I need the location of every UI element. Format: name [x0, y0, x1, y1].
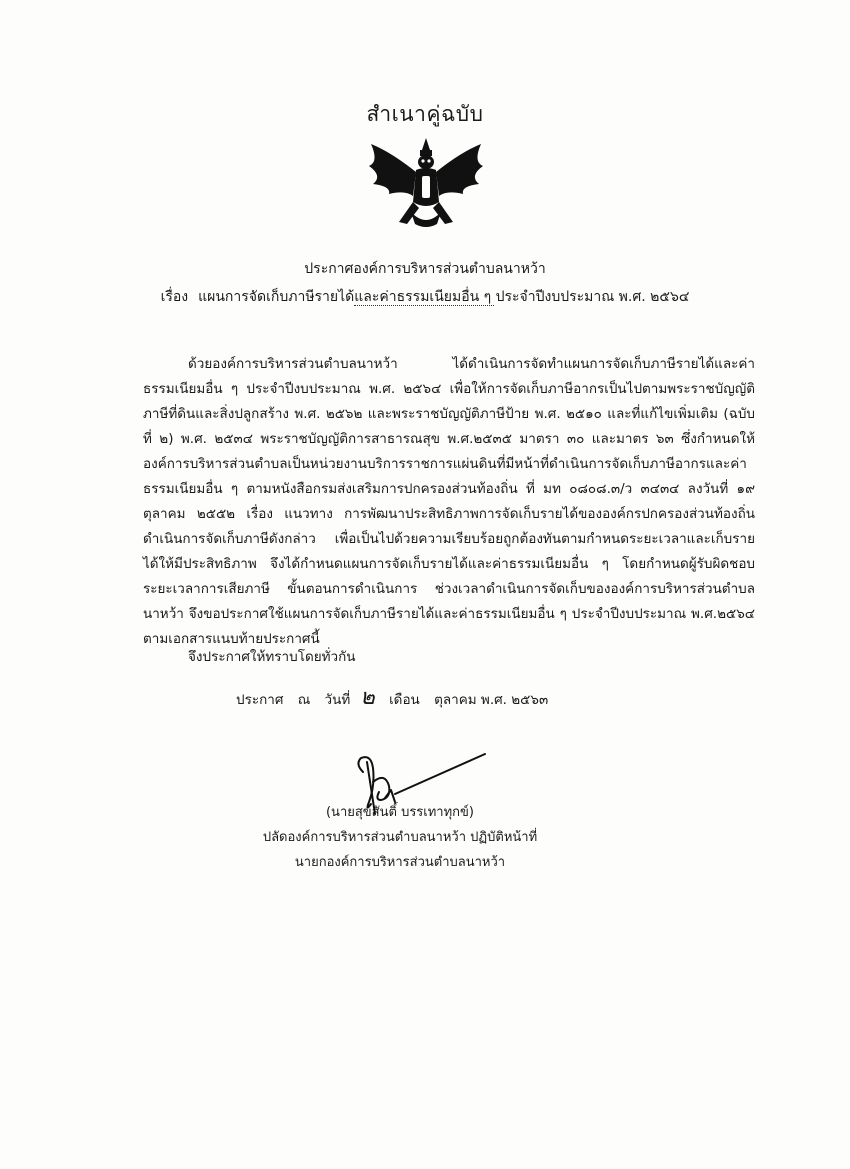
signatory-acting-as: นายกองค์การบริหารส่วนตำบลนาหว้า [294, 855, 506, 870]
date-day-label: วันที่ [324, 692, 351, 708]
date-month-label: เดือน [389, 692, 420, 708]
date-prefix: ประกาศ [236, 692, 284, 708]
announcement-subject: แผนการจัดเก็บภาษีรายได้และค่าธรรมเนียมอื่น ๆ ประจำปีงบประมาณ พ.ศ. ๒๕๖๔ [198, 289, 690, 305]
date-line [236, 685, 558, 713]
garuda-emblem-icon [361, 132, 491, 232]
date-month-year: ตุลาคม พ.ศ. ๒๕๖๓ [434, 692, 549, 708]
closing-statement: จึงประกาศให้ทราบโดยทั่วกัน [188, 649, 356, 665]
date-at: ณ [297, 692, 311, 708]
signatory-name: (นายสุขสันติ์ บรรเทาทุกข์) [325, 805, 475, 820]
announcement-heading [0, 255, 850, 311]
announcement-subject-line [0, 283, 850, 311]
body-paragraph: ด้วยองค์การบริหารส่วนตำบลนาหว้า ได้ดำเนินการจัดทำแผนการจัดเก็บภาษีรายได้และค่าธรรมเนียมอื่น ๆ ประจำปีงบประมาณ พ.ศ. ๒๕๖๔ เพื่อให้การจัดเก็บภาษีอากรเป็นไปตามพระราชบัญญัติภาษีที่ดินและสิ่งปลูกสร้าง พ.ศ. ๒๕๖๒ และพระราชบัญญัติภาษีป้าย พ.ศ. ๒๕๑๐ และที่แก้ไขเพิ่มเติม (ฉบับที่ ๒) พ.ศ. ๒๕๓๔ พระราชบัญญัติการสาธารณสุข พ.ศ.๒๕๓๕ มาตรา ๓๐ และมาตร ๖๓ ซึ่งกำหนดให้องค์การบริหารส่วนตำบลเป็นหน่วยงานบริการราชการแผ่นดินที่มีหน้าที่ดำเนินการจัดเก็บภาษีอากรและค่าธรรมเนียมอื่น ๆ ตามหนังสือกรมส่งเสริมการปกครองส่วนท้องถิ่น ที่ มท ๐๘๐๘.๓/ว ๓๔๓๔ ลงวันที่ ๑๙ ตุลาคม ๒๕๕๒ เรื่อง แนวทาง การพัฒนาประสิทธิภาพการจัดเก็บรายได้ขององค์กรปกครองส่วนท้องถิ่น ดำเนินการจัดเก็บภาษีดังกล่าว เพื่อเป็นไปด้วยความเรียบร้อยถูกต้องทันตามกำหนดระยะเวลาและเก็บรายได้ให้มีประสิทธิภาพ จึงได้กำหนดแผนการจัดเก็บรายได้และค่าธรรมเนียมอื่น ๆ โดยกำหนดผู้รับผิดชอบ ระยะเวลาการเสียภาษี ขั้นตอนการดำเนินการ ช่วงเวลาดำเนินการจัดเก็บขององค์การบริหารส่วนตำบลนาหว้า จึงขอประกาศใช้แผนการจัดเก็บภาษีรายได้และค่าธรรมเนียมอื่น ๆ ประจำปีงบประมาณ พ.ศ.๒๕๖๔ ตามเอกสารแนบท้ายประกาศนี้ [143, 356, 755, 647]
date-day: ๒ [360, 685, 375, 710]
signatory-position: ปลัดองค์การบริหารส่วนตำบลนาหว้า ปฏิบัติหน้าที่ [262, 830, 538, 845]
dotted-separator [354, 305, 494, 306]
subject-label: เรื่อง [160, 289, 189, 305]
copy-label: สำเนาคู่ฉบับ [366, 102, 484, 126]
announcement-issuer: ประกาศองค์การบริหารส่วนตำบลนาหว้า [304, 261, 546, 277]
signature-block [190, 800, 610, 875]
